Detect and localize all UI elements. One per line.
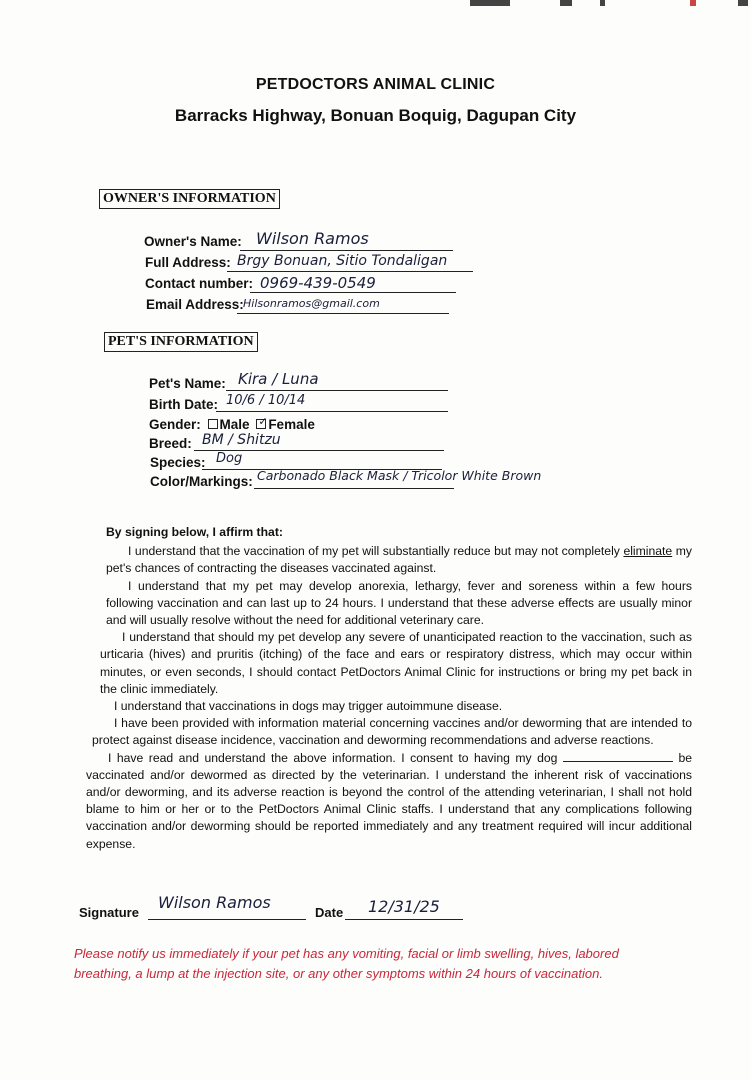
consent-paragraph-3: I understand that should my pet develop any severe of unanticipated reaction to the vaccination, such as urticaria (hives) and pruritis (itching) of the face and ears or respiratory distress, which may occur within minutes, or even seconds, I should contact PetDoctors Animal Clinic for instructions or bring my pet back in the clinic immediately. bbox=[100, 630, 692, 696]
contact-number-line bbox=[250, 292, 456, 293]
birth-date-value: 10/6 / 10/14 bbox=[226, 393, 306, 408]
gender-male-checkbox[interactable] bbox=[208, 419, 218, 429]
consent-p6-text-a: I have read and understand the above information. I consent to having my dog bbox=[108, 750, 558, 765]
owner-name-label: Owner's Name: bbox=[144, 234, 242, 249]
footer-notice: Please notify us immediately if your pet has any vomiting, facial or limb swelling, hives, labored breathing, a lump at the injection site, or any other symptoms within 24 hours of vaccination. bbox=[74, 946, 619, 981]
pet-name-label: Pet's Name: bbox=[149, 376, 226, 391]
full-address-line bbox=[227, 271, 473, 272]
gender-row bbox=[149, 417, 315, 432]
species-label: Species: bbox=[150, 455, 206, 470]
check-mark-icon: ✓ bbox=[258, 416, 268, 428]
pet-section-heading: PET'S INFORMATION bbox=[104, 332, 258, 352]
dog-name-blank[interactable] bbox=[563, 751, 673, 762]
color-markings-line bbox=[254, 488, 454, 489]
signature-value: Wilson Ramos bbox=[158, 893, 271, 912]
birth-date-line bbox=[216, 411, 448, 412]
pet-name-line bbox=[226, 390, 448, 391]
clinic-address: Barracks Highway, Bonuan Boquig, Dagupan City bbox=[174, 106, 577, 125]
consent-p1-underlined: eliminate bbox=[623, 544, 673, 559]
consent-p1-text-b: my pet's chances of contracting the diseases vaccinated against. bbox=[106, 544, 693, 576]
gender-female-checkbox[interactable] bbox=[256, 416, 268, 429]
email-address-line bbox=[237, 313, 449, 314]
signature-line bbox=[148, 919, 306, 920]
color-markings-label: Color/Markings: bbox=[150, 474, 253, 489]
full-address-value: Brgy Bonuan, Sitio Tondaligan bbox=[237, 253, 448, 269]
date-value: 12/31/25 bbox=[368, 897, 440, 916]
owner-name-line bbox=[240, 250, 453, 251]
consent-intro: By signing below, I affirm that: bbox=[106, 525, 283, 539]
consent-text bbox=[80, 524, 692, 853]
gender-label: Gender: bbox=[149, 417, 201, 432]
consent-p6-text-b: be vaccinated and/or dewormed as directed by the veterinarian. I understand the inherent risk of vaccinations and/or deworming, and its adverse reaction is beyond the control of the attending veterinarian, I shall not hold blame to him or her or to the PetDoctors Animal Clinic staffs. I understand that any complications following vaccination and/or deworming should be reported immediately and any treatment required will incur additional expense. bbox=[86, 750, 693, 851]
contact-number-value: 0969-439-0549 bbox=[260, 274, 376, 292]
email-address-value: Hilsonramos@gmail.com bbox=[243, 297, 380, 310]
signature-label: Signature bbox=[79, 905, 139, 920]
breed-value: BM / Shitzu bbox=[202, 432, 281, 448]
pet-name-value: Kira / Luna bbox=[238, 370, 319, 388]
scan-edge-marks bbox=[0, 0, 751, 8]
color-markings-value: Carbonado Black Mask / Tricolor White Brown bbox=[257, 468, 542, 483]
clinic-name: PETDOCTORS ANIMAL CLINIC bbox=[255, 76, 496, 93]
email-address-label: Email Address: bbox=[146, 297, 244, 312]
contact-number-label: Contact number: bbox=[145, 276, 253, 291]
gender-female-label: Female bbox=[268, 417, 315, 432]
consent-p1-text-a: I understand that the vaccination of my pet will substantially reduce but may not completely bbox=[128, 544, 620, 559]
date-line bbox=[345, 919, 463, 920]
full-address-label: Full Address: bbox=[145, 255, 231, 270]
date-label: Date bbox=[315, 905, 344, 920]
consent-paragraph-5: I have been provided with information material concerning vaccines and/or deworming that are intended to protect against disease incidence, vaccination and deworming recommendations and adverse reactions. bbox=[92, 716, 692, 748]
gender-male-label: Male bbox=[219, 417, 250, 432]
consent-paragraph-1 bbox=[106, 543, 692, 577]
owner-section-heading: OWNER'S INFORMATION bbox=[99, 189, 280, 209]
consent-paragraph-6 bbox=[86, 750, 692, 853]
owner-name-value: Wilson Ramos bbox=[256, 229, 369, 248]
species-value: Dog bbox=[216, 451, 243, 466]
breed-label: Breed: bbox=[149, 436, 192, 451]
consent-paragraph-4: I understand that vaccinations in dogs may trigger autoimmune disease. bbox=[114, 699, 503, 714]
birth-date-label: Birth Date: bbox=[149, 397, 219, 412]
consent-paragraph-2: I understand that my pet may develop anorexia, lethargy, fever and soreness within a few hours following vaccination and can last up to 24 hours. I understand that these adverse effects are usually minor and will usually resolve without the need for additional veterinary care. bbox=[106, 578, 692, 628]
